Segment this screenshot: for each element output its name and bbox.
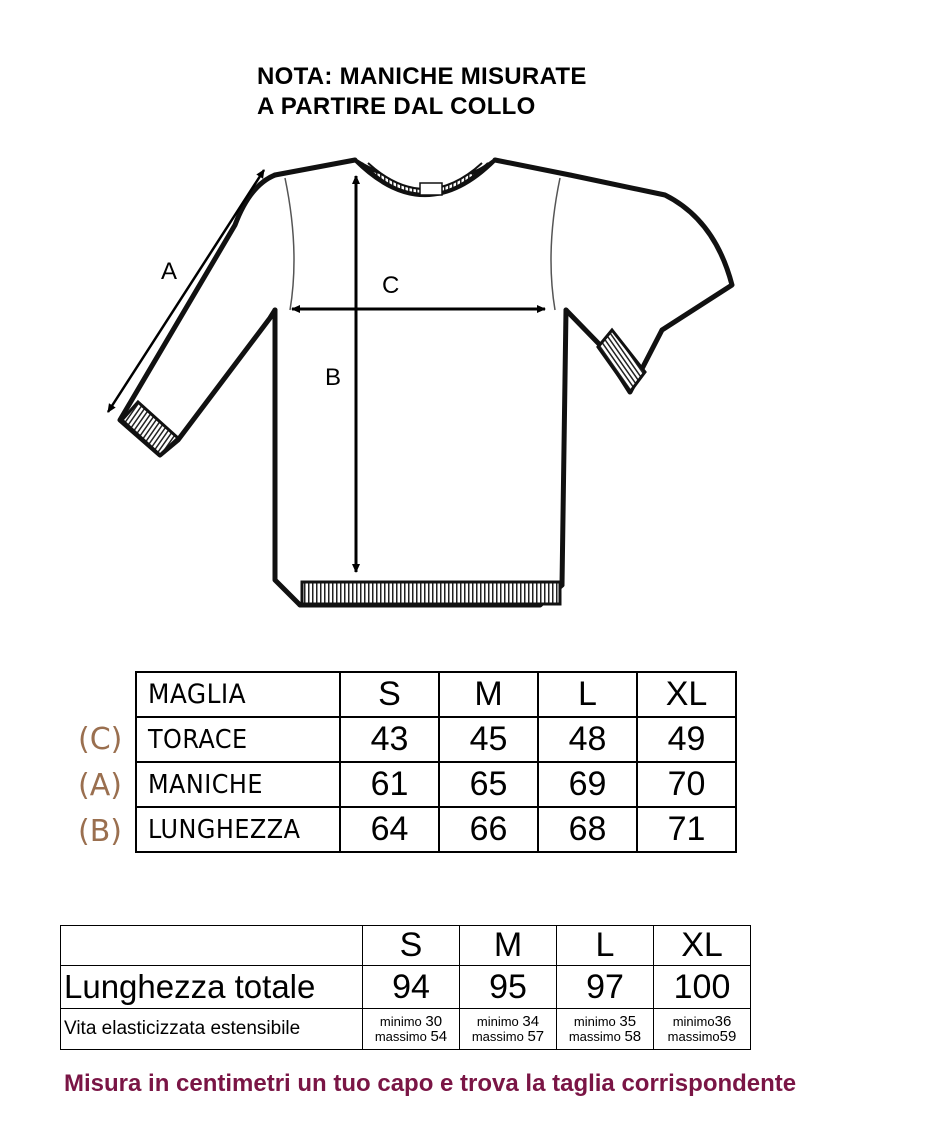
label-a: A [161,258,178,285]
row-label-sleeves: MANICHE [136,762,324,807]
table-cell [460,1009,557,1050]
table-header-row [136,672,736,717]
table-cell: 94 [363,966,460,1009]
table-cell: 100 [654,966,751,1009]
size-table-total-length [60,925,751,1050]
note-line-1: NOTA: MANICHE MISURATE [257,63,587,90]
table-cell: 49 [637,717,736,762]
max-label: massimo [471,1029,524,1044]
side-letter-b: (B) [78,814,122,849]
header-cell-size-m: M [439,672,538,717]
table-cell: 70 [637,762,736,807]
min-value [363,1014,459,1029]
header-cell-size-xl: XL [654,926,751,966]
table-cell: 97 [557,966,654,1009]
table-row [136,762,736,807]
sweater-outline [120,160,732,605]
table-header-row [61,926,751,966]
table-cell [363,1009,460,1050]
hem-rib [302,582,560,604]
header-cell-size-l: L [538,672,637,717]
max-label: massimo [374,1029,427,1044]
row-label-length: LUNGHEZZA [136,807,324,852]
side-letter-a: (A) [78,768,122,803]
table-row [136,717,736,762]
label-b: B [325,364,342,391]
row-label-elastic-waist: Vita elasticizzata estensibile [61,1009,363,1050]
header-cell-empty [61,926,363,966]
table-row [61,966,751,1009]
table-row [136,807,736,852]
table-cell [654,1009,751,1050]
min-number: 30 [425,1013,443,1030]
header-cell-size-l: L [557,926,654,966]
max-label: massimo [667,1029,720,1044]
table-cell: 66 [439,807,538,852]
max-number: 54 [430,1028,448,1045]
side-letter-c: (C) [78,722,123,757]
left-cuff-rib [122,402,178,455]
max-number: 57 [527,1028,545,1045]
header-cell-size-xl: XL [637,672,736,717]
min-label: minimo [476,1014,519,1029]
max-value [557,1029,653,1044]
table-cell: 43 [340,717,439,762]
table-row [61,1009,751,1050]
min-number: 34 [522,1013,540,1030]
min-label: minimo [573,1014,616,1029]
header-cell-size-s: S [363,926,460,966]
measurement-instruction: Misura in centimetri un tuo capo e trova la taglia corrispondente [64,1070,797,1097]
table-cell: 95 [460,966,557,1009]
header-cell-garment: MAGLIA [136,672,324,717]
size-table-garment [135,671,737,853]
table-cell: 68 [538,807,637,852]
row-label-chest: TORACE [136,717,324,762]
min-value [460,1014,556,1029]
table-cell [557,1009,654,1050]
label-c: C [382,272,400,299]
max-value [460,1029,556,1044]
max-label: massimo [568,1029,621,1044]
max-value [654,1029,750,1044]
table-cell: 71 [637,807,736,852]
table-cell: 48 [538,717,637,762]
table-cell: 69 [538,762,637,807]
note-line-2: A PARTIRE DAL COLLO [257,93,536,120]
table-cell: 61 [340,762,439,807]
min-value [654,1014,750,1029]
measure-arrow-a [108,170,264,412]
min-value [557,1014,653,1029]
header-cell-size-m: M [460,926,557,966]
min-number: 35 [619,1013,637,1030]
header-cell-size-s: S [340,672,439,717]
min-number: 36 [714,1013,732,1030]
max-number: 59 [719,1028,737,1045]
max-value [363,1029,459,1044]
table-cell: 45 [439,717,538,762]
max-number: 58 [624,1028,642,1045]
table-cell: 65 [439,762,538,807]
row-label-total-length: Lunghezza totale [61,966,363,1009]
min-label: minimo [672,1014,715,1029]
table-cell: 64 [340,807,439,852]
min-label: minimo [379,1014,422,1029]
